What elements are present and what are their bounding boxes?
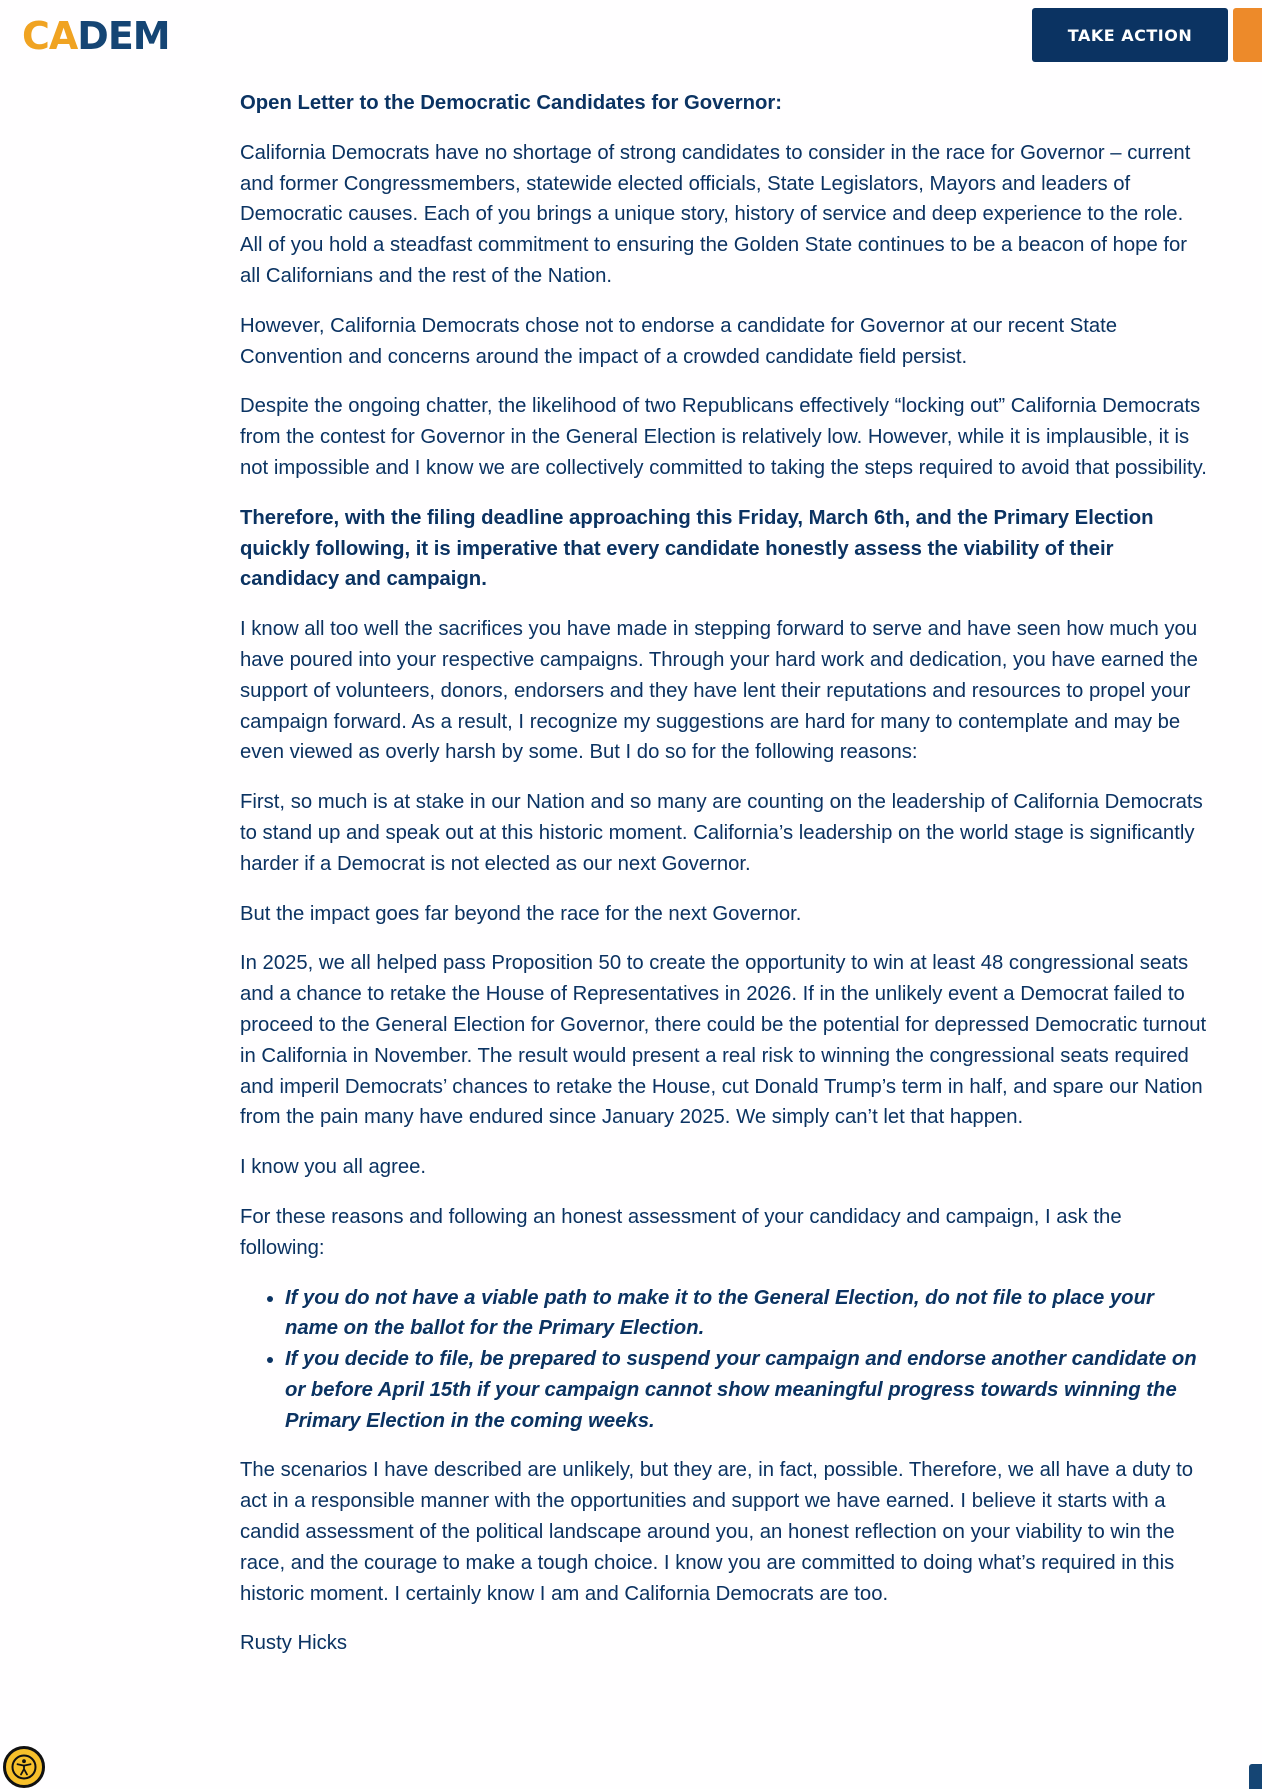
menu-tab[interactable] <box>1233 8 1262 62</box>
paragraph-3: Despite the ongoing chatter, the likelihood of two Republicans effectively “locking out” California Democrats from the contest for Governor in the General Election is relatively low. However, while it is implausible, it is not impossible and I know we are collectively committed to taking the steps required to avoid that possibility. <box>240 395 1207 479</box>
request-list <box>240 1283 1208 1437</box>
paragraph-10: For these reasons and following an honest assessment of your candidacy and campaign, I ask the following: <box>240 1205 1122 1259</box>
accessibility-button[interactable] <box>3 1746 45 1788</box>
paragraph-9: I know you all agree. <box>240 1156 427 1179</box>
letter-body <box>240 88 1208 1678</box>
list-item: • If you do not have a viable path to make it to the General Election, do not file to place your name on the ballot for the Primary Election. <box>285 1283 1208 1345</box>
logo-ca: CA <box>22 14 78 58</box>
logo-dem: DEM <box>77 14 170 58</box>
accessibility-icon <box>11 1754 37 1780</box>
paragraph-7: But the impact goes far beyond the race for the next Governor. <box>240 902 802 925</box>
site-header <box>0 0 1262 74</box>
paragraph-4: Therefore, with the filing deadline approaching this Friday, March 6th, and the Primary Election quickly following, it is imperative that every candidate honestly assess the viability of their candidacy and campaign. <box>240 506 1154 591</box>
cadem-logo[interactable] <box>22 14 170 58</box>
feedback-tab[interactable] <box>1249 1764 1262 1789</box>
paragraph-6: First, so much is at stake in our Nation and so many are counting on the leadership of California Democrats to stand up and speak out at this historic moment. California’s leadership on the world stage is significantly harder if a Democrat is not elected as our next Governor. <box>240 791 1203 875</box>
take-action-button[interactable]: TAKE ACTION <box>1032 8 1228 62</box>
letter-heading: Open Letter to the Democratic Candidates for Governor: <box>240 92 783 114</box>
paragraph-8: In 2025, we all helped pass Proposition 50 to create the opportunity to win at least 48 congressional seats and a chance to retake the House of Representatives in 2026. If in the unlikely event a Democrat failed to proceed to the General Election for Governor, there could be the potential for depressed Democratic turnout in California in November. The result would present a real risk to winning the congressional seats required and imperil Democrats’ chances to retake the House, cut Donald Trump’s term in half, and spare our Nation from the pain many have endured since January 2025. We simply can’t let that happen. <box>240 952 1207 1129</box>
paragraph-11: The scenarios I have described are unlikely, but they are, in fact, possible. Therefore, we all have a duty to act in a responsible manner with the opportunities and support we have earned. I believe it starts with a candid assessment of the political landscape around you, an honest reflection on your viability to win the race, and the courage to make a tough choice. I know you are committed to doing what’s required in this historic moment. I certainly know I am and California Democrats are too. <box>240 1459 1193 1605</box>
paragraph-1: California Democrats have no shortage of strong candidates to consider in the race for Governor – current and former Congressmembers, statewide elected officials, State Legislators, Mayors and leaders of Democratic causes. Each of you brings a unique story, history of service and deep experience to the role. All of you hold a steadfast commitment to ensuring the Golden State continues to be a beacon of hope for all Californians and the rest of the Nation. <box>240 141 1191 287</box>
paragraph-2: However, California Democrats chose not to endorse a candidate for Governor at our recent State Convention and concerns around the impact of a crowded candidate field persist. <box>240 314 1118 368</box>
list-item: • If you decide to file, be prepared to suspend your campaign and endorse another candidate on or before April 15th if your campaign cannot show meaningful progress towards winning the Primary Election in the coming weeks. <box>285 1344 1208 1436</box>
signature: Rusty Hicks <box>240 1632 348 1655</box>
paragraph-5: I know all too well the sacrifices you have made in stepping forward to serve and have seen how much you have poured into your respective campaigns. Through your hard work and dedication, you have earned the support of volunteers, donors, endorsers and they have lent their reputations and resources to propel your campaign forward. As a result, I recognize my suggestions are hard for many to contemplate and may be even viewed as overly harsh by some. But I do so for the following reasons: <box>240 618 1198 764</box>
